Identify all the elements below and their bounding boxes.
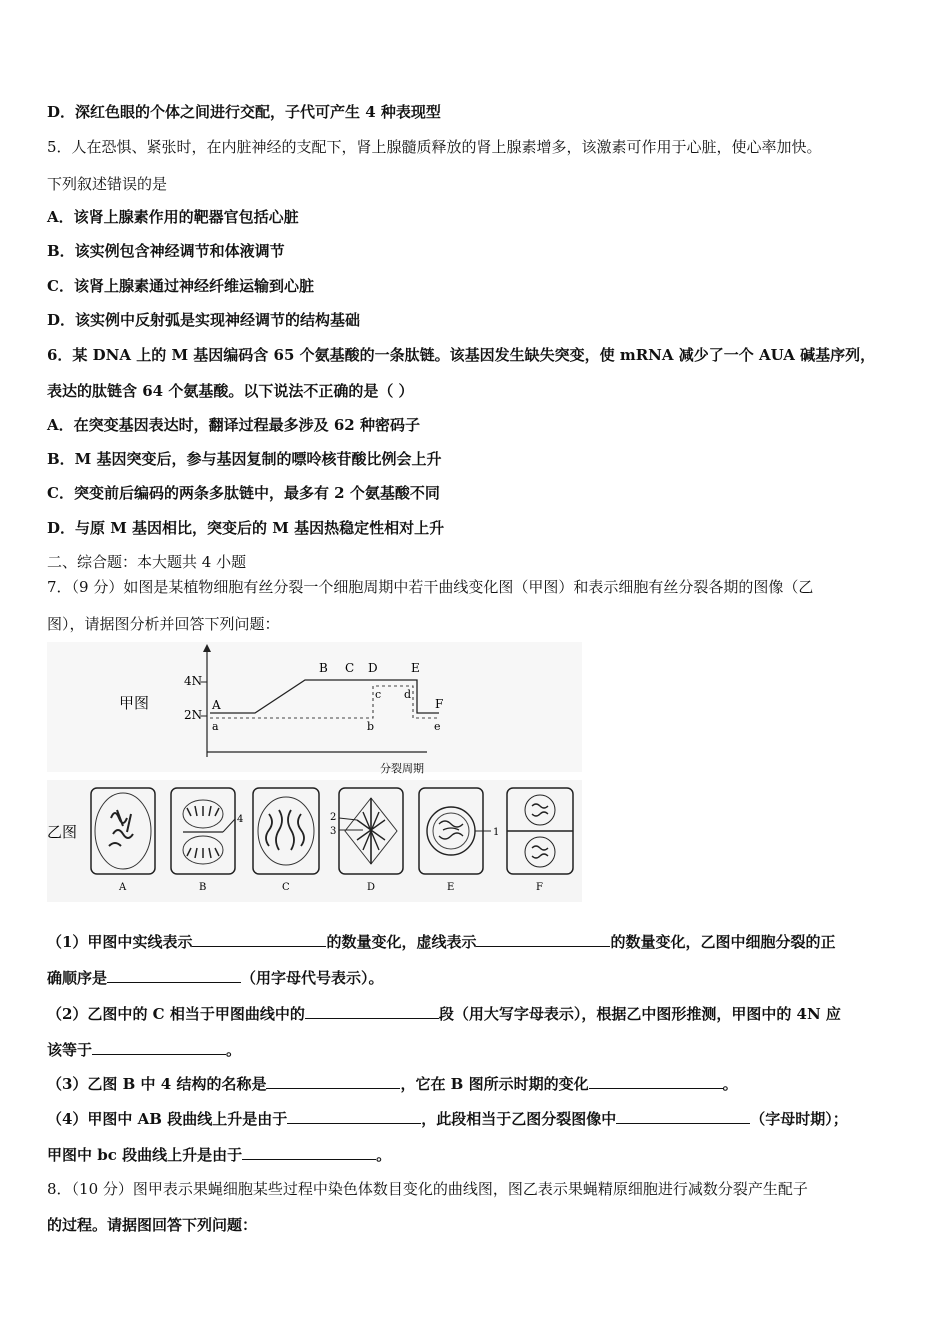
q8-stem-line2: 的过程。请据图回答下列问题：	[47, 1216, 258, 1234]
q5-option-a: A．该肾上腺素作用的靶器官包括心脏	[47, 208, 299, 226]
q6-option-a: A．在突变基因表达时，翻译过程最多涉及 62 种密码子	[47, 416, 420, 434]
answer-blank[interactable]	[287, 1108, 421, 1124]
solid-point-c: C	[345, 661, 355, 675]
dashed-point-a: a	[212, 720, 219, 733]
solid-point-f: F	[435, 697, 444, 711]
q7-part2-line1: （2）乙图中的 C 相当于甲图曲线中的 段（用大写字母表示），根据乙中图形推测，甲图中的 4N 应	[47, 1005, 841, 1023]
marker-4: 4	[237, 814, 244, 825]
q7-part4-line1: （4）甲图中 AB 段曲线上升是由于 ，此段相当于乙图分裂图像中 （字母时期）；	[47, 1110, 848, 1128]
cell-label-e: E	[447, 882, 455, 893]
cell-label-a: A	[119, 882, 127, 893]
q7-part3-line1: （3）乙图 B 中 4 结构的名称是 ，它在 B 图所示时期的变化 。	[47, 1075, 738, 1093]
answer-blank[interactable]	[305, 1003, 439, 1019]
q7-stem-line1: 7．（9 分）如图是某植物细胞有丝分裂一个细胞周期中若干曲线变化图（甲图）和表示细胞有丝分裂各期的图像（乙	[47, 578, 814, 596]
y-label-2n: 2N	[184, 708, 203, 722]
figure-yi-background	[47, 780, 582, 902]
q6-stem-line1: 6．某 DNA 上的 M 基因编码含 65 个氨基酸的一条肽链。该基因发生缺失突变，使 mRNA 减少了一个 AUA 碱基序列，	[47, 346, 876, 364]
answer-blank[interactable]	[242, 1144, 376, 1160]
x-axis-label: 分裂周期	[380, 762, 424, 775]
q7-part4-line2: 甲图中 bc 段曲线上升是由于 。	[47, 1146, 392, 1164]
q4-option-d: D．深红色眼的个体之间进行交配，子代可产生 4 种表现型	[47, 103, 441, 121]
answer-blank[interactable]	[589, 1073, 723, 1089]
y-label-4n: 4N	[184, 674, 203, 688]
answer-blank[interactable]	[476, 931, 610, 947]
solid-point-a: A	[212, 698, 221, 712]
solid-point-e: E	[411, 661, 420, 675]
q7-part2-line2: 该等于 。	[47, 1041, 242, 1059]
solid-point-b: B	[319, 661, 328, 675]
q8-stem-line1: 8．（10 分）图甲表示果蝇细胞某些过程中染色体数目变化的曲线图，图乙表示果蝇精原细胞进行减数分裂产生配子	[47, 1180, 808, 1198]
figure-yi-label: 乙图	[47, 823, 78, 841]
q6-option-b: B．M 基因突变后，参与基因复制的嘌呤核苷酸比例会上升	[47, 450, 442, 468]
answer-blank[interactable]	[107, 967, 241, 983]
q7-stem-line2: 图），请据图分析并回答下列问题：	[47, 615, 280, 633]
q5-option-d: D．该实例中反射弧是实现神经调节的结构基础	[47, 311, 361, 329]
cell-label-d: D	[367, 882, 376, 893]
dashed-point-e: e	[434, 720, 441, 733]
dashed-point-c: c	[375, 688, 382, 701]
solid-point-d: D	[368, 661, 378, 675]
q7-figure	[47, 642, 582, 902]
q5-stem-line2: 下列叙述错误的是	[47, 175, 168, 193]
answer-blank[interactable]	[192, 931, 326, 947]
q5-option-c: C．该肾上腺素通过神经纤维运输到心脏	[47, 277, 314, 295]
marker-2: 2	[330, 812, 337, 823]
section2-title: 二、综合题：本大题共 4 小题	[47, 553, 247, 571]
cell-label-b: B	[199, 882, 207, 893]
q5-option-b: B．该实例包含神经调节和体液调节	[47, 242, 285, 260]
marker-1: 1	[493, 827, 500, 838]
figure-jia-label: 甲图	[119, 694, 150, 712]
cell-label-f: F	[536, 882, 543, 893]
q6-stem-line2: 表达的肽链含 64 个氨基酸。以下说法不正确的是（ ）	[47, 382, 414, 400]
q7-part1-line2: 确顺序是 （用字母代号表示）。	[47, 969, 384, 987]
q5-stem-line1: 5．人在恐惧、紧张时，在内脏神经的支配下，肾上腺髓质释放的肾上腺素增多，该激素可作用于心脏，使心率加快。	[47, 138, 822, 156]
q6-option-d: D．与原 M 基因相比，突变后的 M 基因热稳定性相对上升	[47, 519, 445, 537]
answer-blank[interactable]	[616, 1108, 750, 1124]
dashed-point-d: d	[404, 688, 412, 701]
q7-part1-line1: （1）甲图中实线表示 的数量变化，虚线表示 的数量变化，乙图中细胞分裂的正	[47, 933, 836, 951]
q6-option-c: C．突变前后编码的两条多肽链中，最多有 2 个氨基酸不同	[47, 484, 440, 502]
answer-blank[interactable]	[266, 1073, 400, 1089]
cell-label-c: C	[282, 882, 290, 893]
marker-3: 3	[330, 826, 337, 837]
dashed-point-b: b	[367, 720, 375, 733]
answer-blank[interactable]	[92, 1039, 226, 1055]
